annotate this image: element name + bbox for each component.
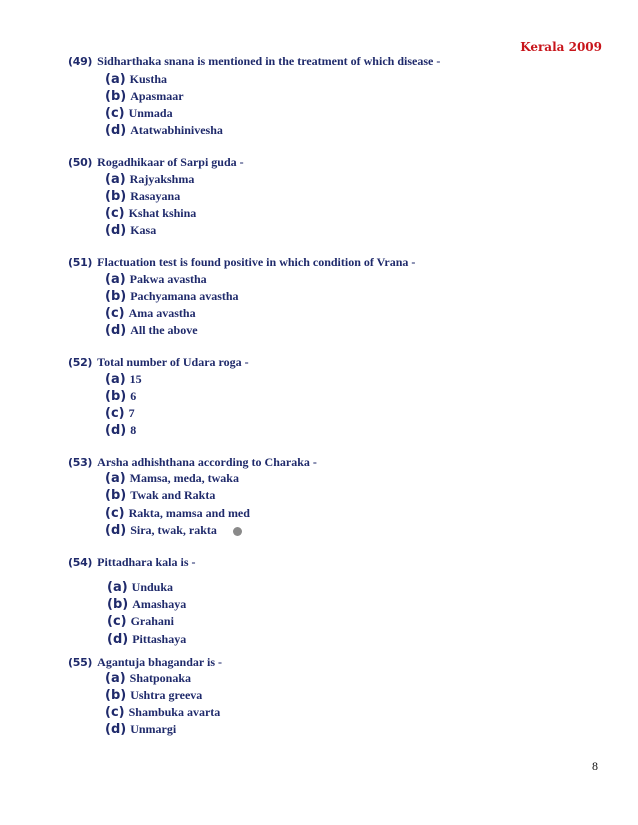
question-51 — [68, 255, 415, 270]
option-51d — [105, 323, 198, 338]
option-label: (c) — [105, 206, 125, 221]
option-50d — [105, 223, 156, 238]
option-55b — [105, 688, 202, 703]
option-label: (a) — [105, 172, 126, 187]
option-text: Pachyamana avastha — [130, 289, 239, 303]
option-text: Grahani — [130, 614, 174, 628]
question-number: (49) — [68, 55, 93, 68]
option-text: Kshat kshina — [128, 206, 197, 220]
option-text: Mamsa, meda, twaka — [129, 471, 239, 485]
option-50b — [105, 189, 180, 204]
option-text: Shambuka avarta — [128, 705, 221, 719]
question-text: Total number of Udara roga - — [97, 355, 249, 369]
option-label: (d) — [105, 423, 127, 438]
option-label: (c) — [107, 614, 127, 629]
option-text: Ushtra greeva — [130, 688, 203, 702]
option-label: (a) — [107, 580, 128, 595]
option-text: Unduka — [131, 580, 174, 594]
option-text: Rasayana — [130, 189, 181, 203]
option-label: (a) — [105, 272, 126, 287]
option-text: Rakta, mamsa and med — [128, 506, 250, 520]
option-label: (d) — [105, 523, 127, 538]
option-52d — [105, 423, 136, 438]
option-text: Kustha — [129, 72, 168, 86]
option-54b — [107, 597, 186, 612]
question-number: (54) — [68, 556, 93, 569]
option-label: (c) — [105, 106, 125, 121]
option-53b — [105, 488, 215, 503]
option-label: (c) — [105, 705, 125, 720]
page-number: 8 — [592, 759, 598, 773]
question-text: Arsha adhishthana according to Charaka - — [97, 455, 317, 469]
option-54c — [107, 614, 174, 629]
option-text: Kasa — [130, 223, 157, 237]
option-50a — [105, 172, 194, 187]
option-text: Amashaya — [132, 597, 187, 611]
option-label: (d) — [105, 123, 127, 138]
option-52b — [105, 389, 136, 404]
option-label: (d) — [107, 632, 129, 647]
question-number: (52) — [68, 356, 93, 369]
option-label: (b) — [107, 597, 129, 612]
option-49a — [105, 72, 167, 87]
option-text: Shatponaka — [129, 671, 192, 685]
option-text: 15 — [129, 372, 142, 386]
option-text: Ama avastha — [128, 306, 196, 320]
option-label: (a) — [105, 72, 126, 87]
question-52 — [68, 355, 249, 370]
option-54a — [107, 580, 173, 595]
option-text: 6 — [130, 389, 137, 403]
option-49c — [105, 106, 173, 121]
option-text: Pittashaya — [132, 632, 187, 646]
question-54 — [68, 555, 196, 570]
option-51b — [105, 289, 239, 304]
question-text: Agantuja bhagandar is - — [97, 655, 222, 669]
option-text: Pakwa avastha — [129, 272, 207, 286]
option-51a — [105, 272, 207, 287]
option-53d — [105, 523, 217, 538]
option-label: (c) — [105, 506, 125, 521]
exam-header: Kerala 2009 — [520, 40, 602, 54]
option-label: (b) — [105, 688, 127, 703]
question-number: (50) — [68, 156, 93, 169]
option-51c — [105, 306, 196, 321]
option-label: (d) — [105, 223, 127, 238]
question-number: (55) — [68, 656, 93, 669]
option-label: (b) — [105, 89, 127, 104]
option-text: Sira, twak, rakta — [130, 523, 217, 537]
option-50c — [105, 206, 196, 221]
option-label: (a) — [105, 372, 126, 387]
option-49b — [105, 89, 184, 104]
option-label: (d) — [105, 323, 127, 338]
option-text: Rajyakshma — [129, 172, 195, 186]
option-text: Unmada — [128, 106, 173, 120]
question-53 — [68, 455, 317, 470]
option-text: All the above — [130, 323, 198, 337]
option-text: Twak and Rakta — [130, 488, 216, 502]
option-label: (a) — [105, 471, 126, 486]
option-label: (b) — [105, 389, 127, 404]
option-label: (d) — [105, 722, 127, 737]
option-53c — [105, 506, 250, 521]
option-text: 8 — [130, 423, 137, 437]
option-55a — [105, 671, 191, 686]
option-text: Apasmaar — [130, 89, 184, 103]
question-50 — [68, 155, 244, 170]
option-52a — [105, 372, 142, 387]
question-text: Sidharthaka snana is mentioned in the treatment of which disease - — [97, 54, 441, 68]
option-55d — [105, 722, 176, 737]
option-55c — [105, 705, 220, 720]
option-text: Unmargi — [130, 722, 177, 736]
option-label: (c) — [105, 406, 125, 421]
question-text: Rogadhikaar of Sarpi guda - — [97, 155, 244, 169]
option-label: (b) — [105, 189, 127, 204]
option-label: (a) — [105, 671, 126, 686]
option-label: (b) — [105, 289, 127, 304]
question-number: (53) — [68, 456, 93, 469]
question-number: (51) — [68, 256, 93, 269]
option-text: Atatwabhinivesha — [130, 123, 223, 137]
question-49 — [68, 54, 440, 69]
option-54d — [107, 632, 186, 647]
option-label: (c) — [105, 306, 125, 321]
gray-dot-mark — [233, 527, 242, 536]
question-text: Flactuation test is found positive in which condition of Vrana - — [97, 255, 416, 269]
option-text: 7 — [128, 406, 135, 420]
option-53a — [105, 471, 239, 486]
option-49d — [105, 123, 223, 138]
option-52c — [105, 406, 135, 421]
question-text: Pittadhara kala is - — [97, 555, 196, 569]
question-55 — [68, 655, 222, 670]
option-label: (b) — [105, 488, 127, 503]
